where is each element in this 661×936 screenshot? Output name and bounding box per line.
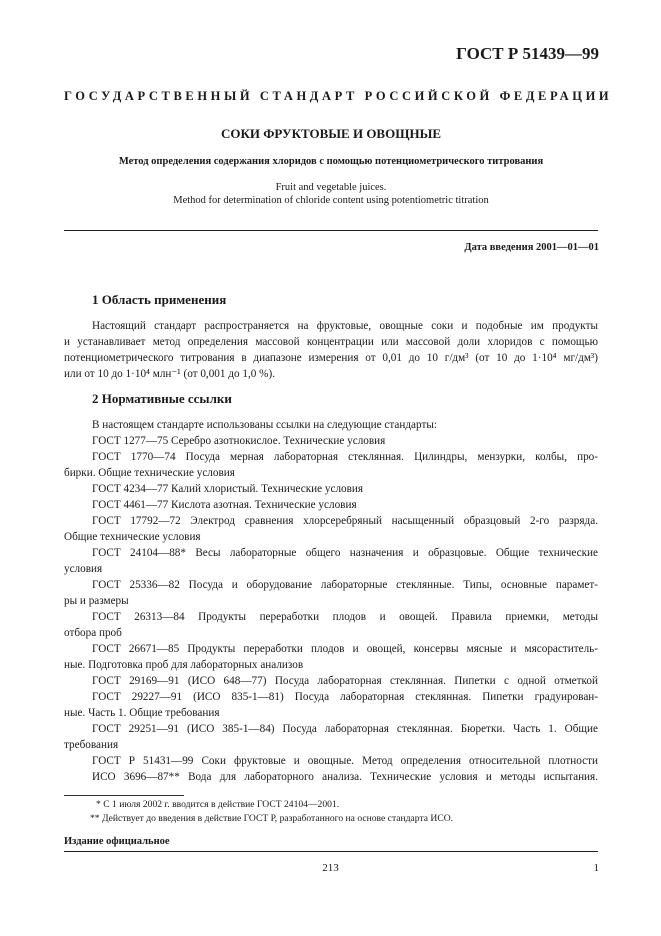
reference-line: ГОСТ 29169—91 (ИСО 648—77) Посуда лабораторная стеклянная. Пипетки с одной отметкой [92, 675, 598, 687]
footnote-1: * С 1 июля 2002 г. вводится в действие ГОСТ 24104—2001. [96, 799, 340, 810]
reference-line: ГОСТ 29251—91 (ИСО 385-1—84) Посуда лабораторная стеклянная. Бюретки. Часть 1. Общие [92, 723, 598, 735]
sheet-number: 1 [593, 862, 599, 874]
reference-line: В настоящем стандарте использованы ссылки на следующие стандарты: [92, 419, 437, 431]
reference-line: ГОСТ 29227—91 (ИСО 835-1—81) Посуда лабораторная стеклянная. Пипетки градуирован- [92, 691, 598, 703]
reference-line: бирки. Общие технические условия [64, 467, 235, 479]
reference-line: ные. Подготовка проб для лабораторных анализов [64, 659, 304, 671]
standard-code: ГОСТ Р 51439—99 [456, 44, 599, 63]
section-1-line: или от 10 до 1·10⁴ млн⁻¹ (от 0,001 до 1,0 %). [64, 368, 275, 380]
page-number: 213 [322, 862, 339, 874]
reference-line: ры и размеры [64, 595, 129, 607]
reference-line: ГОСТ 1277—75 Серебро азотнокислое. Технические условия [92, 435, 386, 447]
section-1-line: Настоящий стандарт распространяется на фруктовые, овощные соки и подобные им продукты [92, 320, 598, 332]
reference-line: ГОСТ 26671—85 Продукты переработки плодов и овощей, консервы мясные и мясораститель- [92, 643, 598, 655]
footnote-divider [64, 795, 184, 796]
footer-divider [64, 851, 598, 852]
section-1-heading: 1 Область применения [92, 292, 227, 307]
reference-line: ГОСТ 25336—82 Посуда и оборудование лабораторные стеклянные. Типы, основные парамет- [92, 579, 598, 591]
reference-line: ГОСТ 17792—72 Электрод сравнения хлорсеребряный насыщенный образцовый 2-го разряда. [92, 515, 598, 527]
reference-line: ГОСТ Р 51431—99 Соки фруктовые и овощные. Метод определения относительной плотности [92, 755, 598, 767]
footnote-2: ** Действует до введения в действие ГОСТ Р, разработанного на основе стандарта ИСО. [90, 813, 454, 824]
reference-line: требования [64, 739, 119, 751]
header-divider [64, 230, 598, 231]
reference-line: ГОСТ 1770—74 Посуда мерная лабораторная стеклянная. Цилиндры, мензурки, колбы, про- [92, 451, 598, 463]
reference-line: отбора проб [64, 627, 122, 639]
english-title-line-2: Method for determination of chloride content using potentiometric titration [173, 195, 489, 206]
introduction-date: Дата введения 2001—01—01 [464, 242, 599, 253]
document-title: СОКИ ФРУКТОВЫЕ И ОВОЩНЫЕ [220, 126, 442, 141]
english-title-line-1: Fruit and vegetable juices. [275, 182, 387, 193]
state-standard-title: ГОСУДАРСТВЕННЫЙ СТАНДАРТ РОССИЙСКОЙ ФЕДЕРАЦИИ [64, 89, 613, 103]
reference-line: ГОСТ 4234—77 Калий хлористый. Технические условия [92, 483, 364, 495]
reference-line: условия [64, 563, 103, 575]
section-2-heading: 2 Нормативные ссылки [92, 391, 232, 406]
reference-line: ИСО 3696—87** Вода для лабораторного анализа. Технические условия и методы испытания. [92, 771, 598, 783]
document-subtitle: Метод определения содержания хлоридов с помощью потенциометрического титрования [118, 156, 544, 167]
reference-line: ные. Часть 1. Общие требования [64, 707, 220, 719]
official-edition-label: Издание официальное [64, 836, 170, 847]
reference-line: ГОСТ 24104—88* Весы лабораторные общего назначения и образцовые. Общие технические [92, 547, 598, 559]
section-1-line: и устанавливает метод определения массовой концентрации или массовой доли хлоридов с помощью [64, 336, 598, 348]
reference-line: Общие технические условия [64, 531, 201, 543]
section-1-line: потенциометрического титрования в диапазоне измерения от 0,01 до 10 г/дм³ (от 10 до 1·10⁴ мг/дм³) [64, 352, 598, 364]
reference-line: ГОСТ 4461—77 Кислота азотная. Технические условия [92, 499, 357, 511]
reference-line: ГОСТ 26313—84 Продукты переработки плодов и овощей. Правила приемки, методы [92, 611, 598, 623]
